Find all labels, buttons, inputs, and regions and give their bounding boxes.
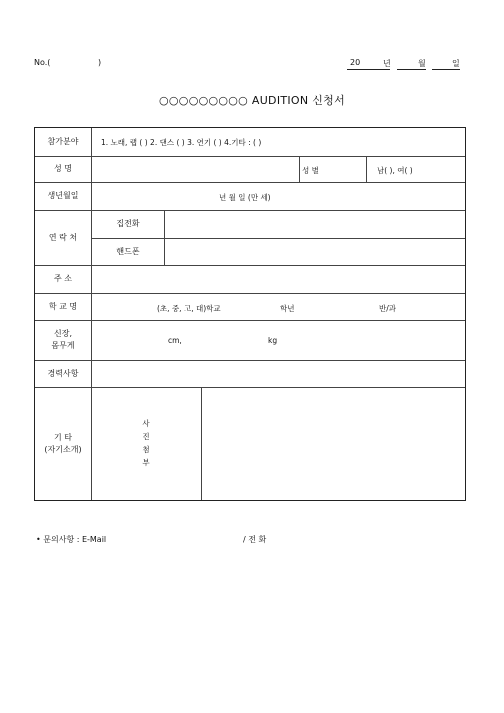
etc-label-line2: (자기소개) <box>44 444 82 454</box>
row-divider <box>35 182 465 183</box>
category-label: 참가분야 <box>47 137 79 146</box>
row-divider <box>35 293 465 294</box>
label-column-divider <box>91 128 92 500</box>
day-label: 일 <box>452 59 460 68</box>
address-field[interactable] <box>92 266 465 293</box>
year-label: 년 <box>383 59 391 68</box>
number-close: ) <box>98 58 102 67</box>
year-underline <box>347 69 390 70</box>
inquiry-phone: / 전 화 <box>243 535 267 544</box>
photo-char: 사 <box>142 419 150 428</box>
month-label: 월 <box>418 59 426 68</box>
body-label-line2: 몸무게 <box>51 341 75 350</box>
birth-label: 생년월일 <box>47 191 79 200</box>
career-label: 경력사항 <box>47 368 79 378</box>
gender-options[interactable]: 남( ), 여( ) <box>377 166 413 175</box>
etc-label <box>35 387 91 500</box>
weight-unit[interactable]: kg <box>268 336 278 345</box>
birth-value[interactable]: 년 월 일 (만 세) <box>219 193 271 202</box>
school-class[interactable]: 반/과 <box>379 304 397 313</box>
number-label: No.( <box>34 58 51 67</box>
contact-label: 연 락 처 <box>48 232 78 242</box>
school-label: 학 교 명 <box>48 301 78 311</box>
name-label: 성 명 <box>54 164 72 173</box>
name-gender-divider <box>299 156 300 182</box>
row-divider <box>35 320 465 321</box>
inquiry-email: • 문의사항 : E-Mail <box>36 535 107 544</box>
application-form <box>34 127 466 501</box>
address-label: 주 소 <box>54 274 72 283</box>
photo-attach-label[interactable] <box>139 417 153 469</box>
home-phone-label: 집전화 <box>116 219 140 228</box>
month-underline <box>397 69 426 70</box>
category-options[interactable]: 1. 노래, 랩 ( ) 2. 댄스 ( ) 3. 연기 ( ) 4.기타 : ( ) <box>101 138 262 147</box>
day-underline <box>432 69 460 70</box>
year-prefix: 20 <box>350 58 361 67</box>
school-grade[interactable]: 학년 <box>280 304 295 313</box>
height-unit[interactable]: cm, <box>168 336 182 345</box>
gender-value-divider <box>366 156 367 182</box>
self-intro-field[interactable] <box>202 388 465 500</box>
mobile-field[interactable] <box>165 239 465 265</box>
home-phone-field[interactable] <box>165 211 465 237</box>
body-label <box>35 320 91 360</box>
career-field[interactable] <box>92 361 465 387</box>
photo-char: 첨 <box>142 445 150 454</box>
page-title: ○○○○○○○○○ AUDITION 신청서 <box>159 94 345 107</box>
photo-char: 진 <box>142 432 150 441</box>
name-field[interactable] <box>92 157 298 182</box>
school-type[interactable]: (초, 중, 고, 대)학교 <box>157 304 221 313</box>
body-label-line1: 신장, <box>54 329 72 338</box>
gender-label: 성 별 <box>302 166 319 175</box>
mobile-label: 핸드폰 <box>116 246 140 256</box>
etc-label-line1: 기 타 <box>54 432 72 442</box>
photo-char: 부 <box>142 458 150 467</box>
